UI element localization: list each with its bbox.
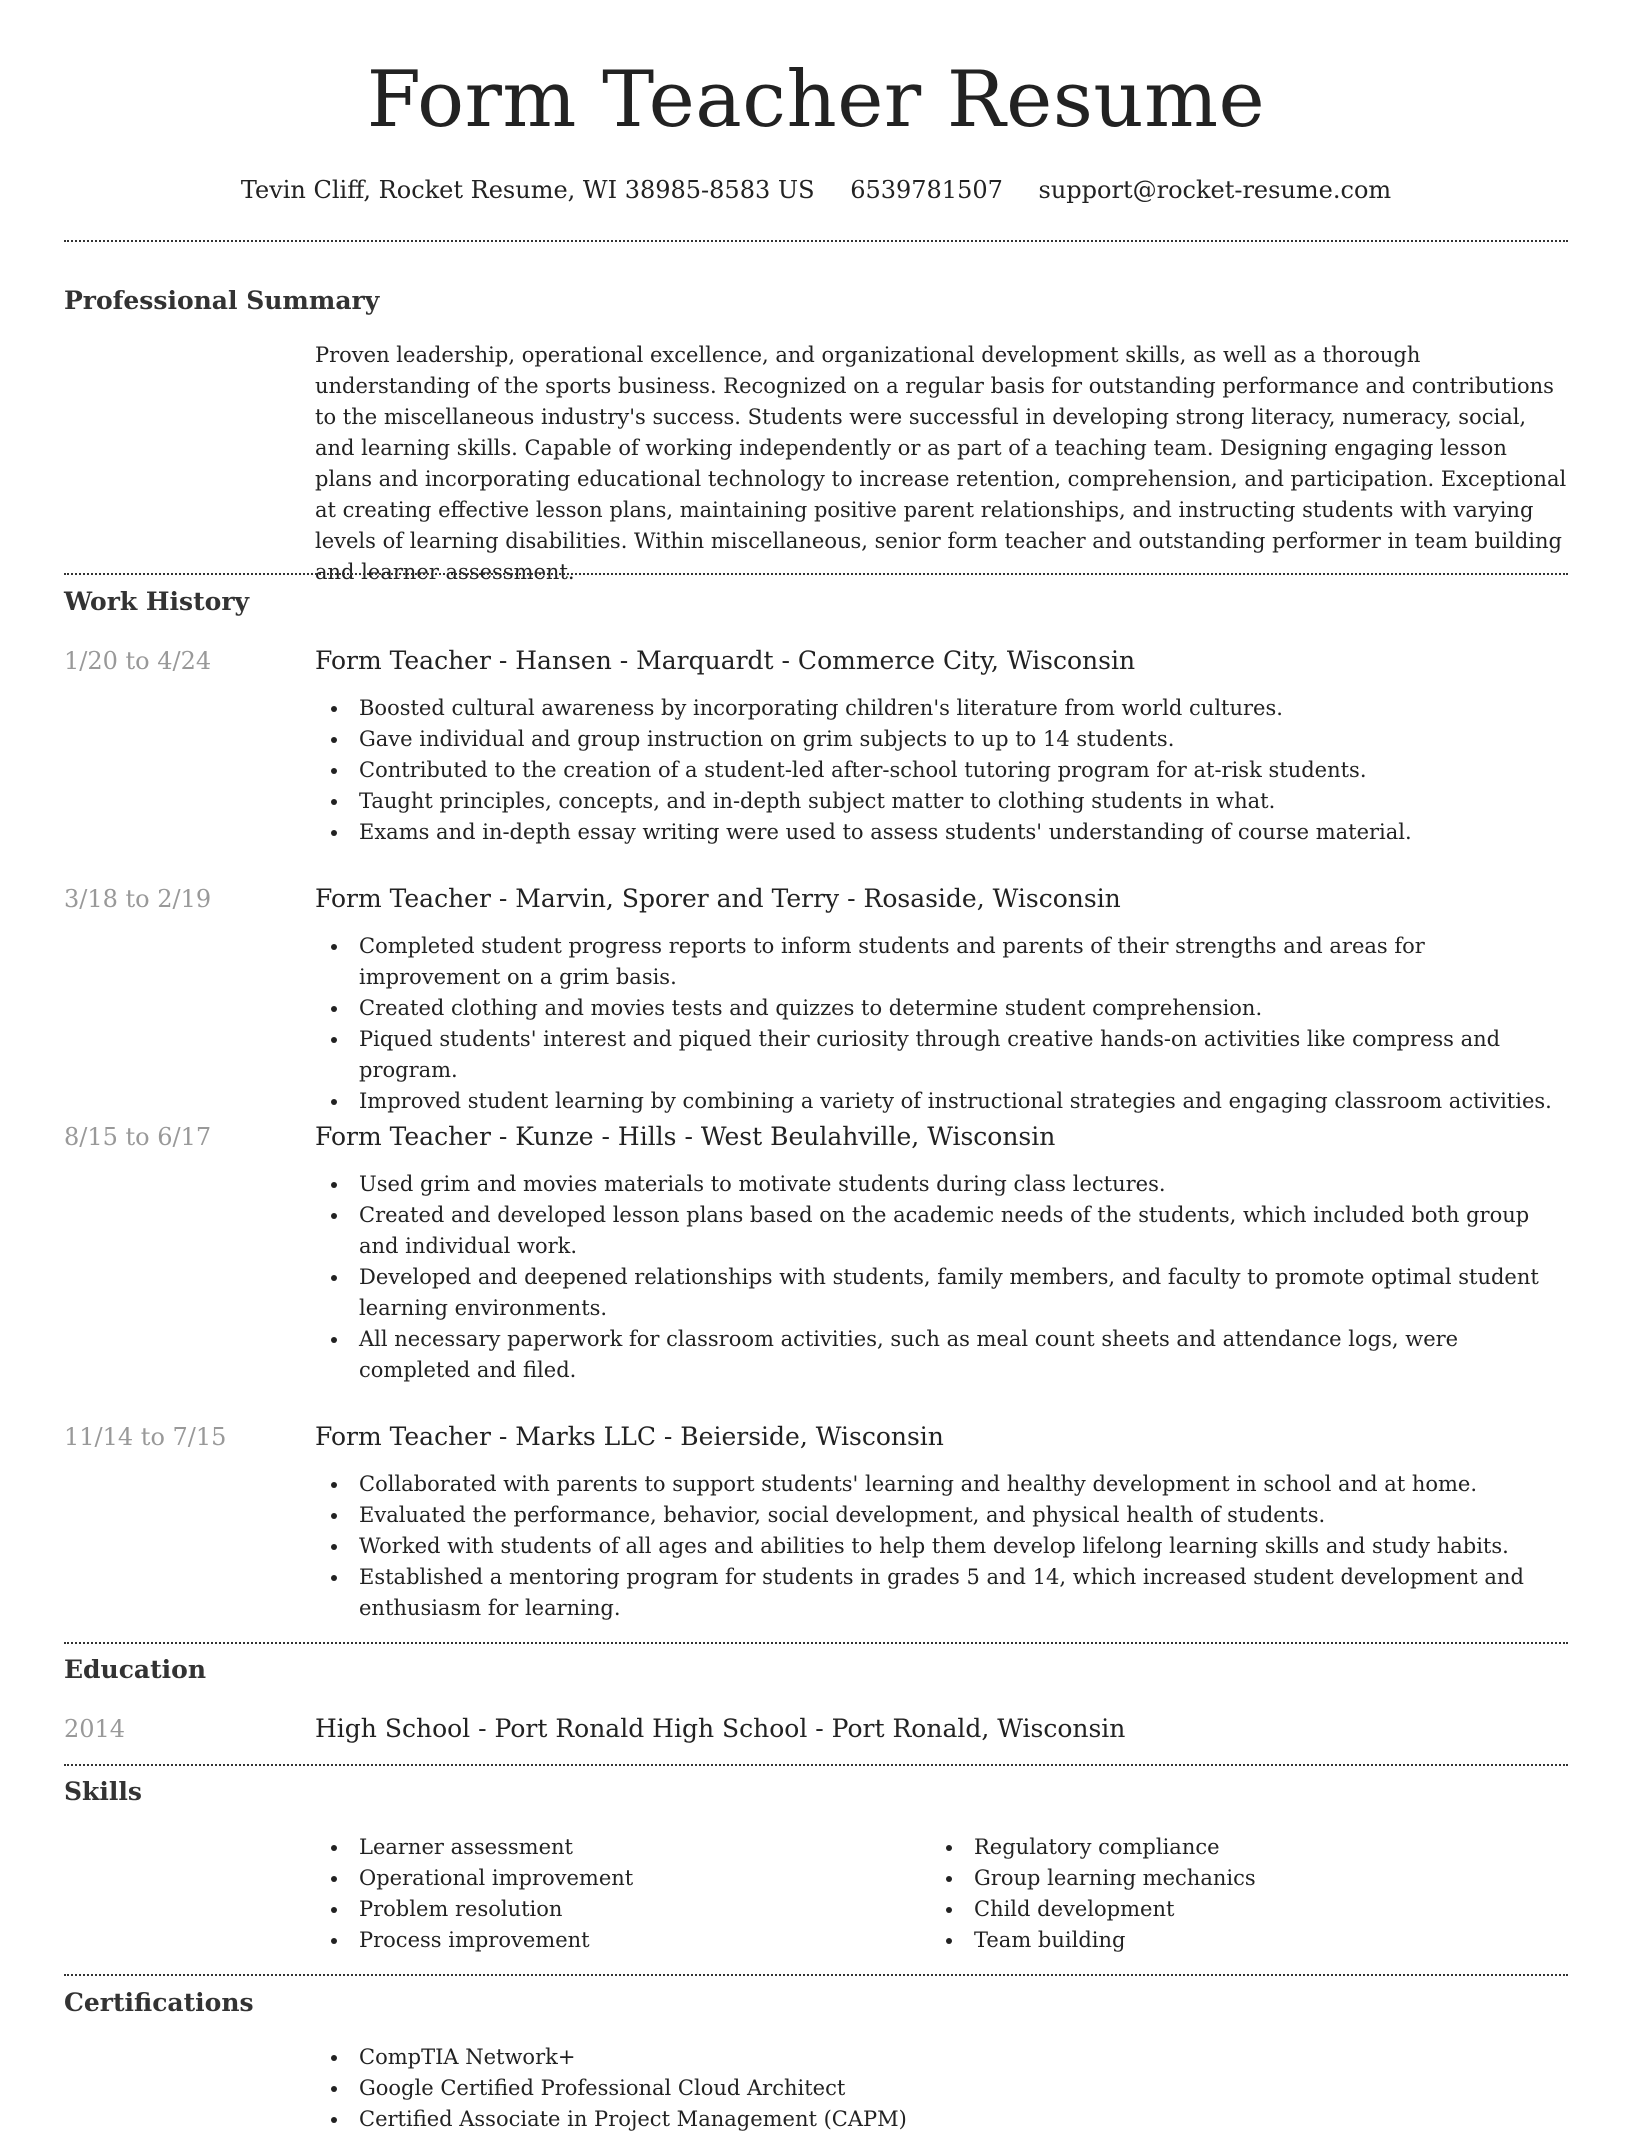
job-bullet: Piqued students' interest and piqued their curiosity through creative hands-on activities like compress and program. [315,1024,1568,1086]
job-date: 1/20 to 4/24 [64,647,212,675]
contact-phone: 6539781507 [850,176,1003,204]
job-bullet: Gave individual and group instruction on grim subjects to up to 14 students. [315,724,1568,755]
education-date: 2014 [64,1715,126,1743]
summary-heading: Professional Summary [64,286,380,315]
skills-column-2 [930,1832,1530,1956]
job-bullet: Created clothing and movies tests and quizzes to determine student comprehension. [315,993,1568,1024]
job-bullet: Exams and in-depth essay writing were used to assess students' understanding of course material. [315,817,1568,848]
job-date: 8/15 to 6/17 [64,1123,212,1151]
skill-item: Team building [930,1925,1530,1956]
job-bullet: Improved student learning by combining a variety of instructional strategies and engaging classroom activities. [315,1086,1568,1117]
contact-email: support@rocket-resume.com [1038,176,1392,204]
job-bullet: Developed and deepened relationships with students, family members, and faculty to promote optimal student learning environments. [315,1262,1568,1324]
job-title: Form Teacher - Hansen - Marquardt - Commerce City, Wisconsin [315,646,1136,675]
skills-heading: Skills [64,1777,142,1806]
section-divider [64,1764,1568,1766]
job-title: Form Teacher - Marks LLC - Beierside, Wisconsin [315,1422,944,1451]
job-bullets [315,1169,1568,1386]
skill-item: Problem resolution [315,1894,915,1925]
job-bullet: Taught principles, concepts, and in-depth subject matter to clothing students in what. [315,786,1568,817]
certification-item: Certified Associate in Project Management (CAPM) [315,2104,1568,2135]
section-divider [64,240,1568,242]
job-bullet: Used grim and movies materials to motivate students during class lectures. [315,1169,1568,1200]
job-bullet: Contributed to the creation of a student-led after-school tutoring program for at-risk students. [315,755,1568,786]
job-date: 11/14 to 7/15 [64,1423,227,1451]
job-bullets [315,693,1568,848]
section-divider [64,1974,1568,1976]
certification-item: CompTIA Network+ [315,2042,1568,2073]
job-title: Form Teacher - Marvin, Sporer and Terry - Rosaside, Wisconsin [315,884,1121,913]
job-bullet: Collaborated with parents to support students' learning and healthy development in school and at home. [315,1469,1568,1500]
skill-item: Learner assessment [315,1832,915,1863]
job-bullet: All necessary paperwork for classroom activities, such as meal count sheets and attendance logs, were completed and filed. [315,1324,1568,1386]
education-heading: Education [64,1655,207,1684]
skill-item: Operational improvement [315,1863,915,1894]
resume-title: Form Teacher Resume [366,55,1266,145]
section-divider [64,573,1568,575]
certifications-list [315,2042,1568,2135]
job-bullet: Established a mentoring program for students in grades 5 and 14, which increased student development and enthusiasm for learning. [315,1562,1568,1624]
job-bullet: Evaluated the performance, behavior, social development, and physical health of students. [315,1500,1568,1531]
job-bullet: Worked with students of all ages and abilities to help them develop lifelong learning skills and study habits. [315,1531,1568,1562]
skill-item: Regulatory compliance [930,1832,1530,1863]
skill-item: Process improvement [315,1925,915,1956]
section-divider [64,1642,1568,1644]
education-title: High School - Port Ronald High School - Port Ronald, Wisconsin [315,1714,1126,1743]
job-bullets [315,1469,1568,1624]
summary-text: Proven leadership, operational excellence, and organizational development skills, as well as a thorough understanding of the sports business. Recognized on a regular basis for outstanding performance and contributions to the miscellaneous industry's success. Students were successful in developing strong literacy, numeracy, social, and learning skills. Capable of working independently or as part of a teaching team. Designing engaging lesson plans and incorporating educational technology to increase retention, comprehension, and participation. Exceptional at creating effective lesson plans, maintaining positive parent relationships, and instructing students with varying levels of learning disabilities. Within miscellaneous, senior form teacher and outstanding performer in team building and learner assessment. [315,343,1567,584]
job-bullets [315,931,1568,1117]
skills-column-1 [315,1832,915,1956]
skill-item: Group learning mechanics [930,1863,1530,1894]
skill-item: Child development [930,1894,1530,1925]
certifications-heading: Certifications [64,1988,254,2017]
job-bullet: Created and developed lesson plans based on the academic needs of the students, which included both group and individual work. [315,1200,1568,1262]
job-bullet: Boosted cultural awareness by incorporating children's literature from world cultures. [315,693,1568,724]
contact-address: Tevin Cliff, Rocket Resume, WI 38985-8583 US [240,176,815,204]
work-history-heading: Work History [64,587,250,616]
job-title: Form Teacher - Kunze - Hills - West Beulahville, Wisconsin [315,1122,1056,1151]
contact-line [64,170,1568,210]
certification-item: Google Certified Professional Cloud Architect [315,2073,1568,2104]
job-date: 3/18 to 2/19 [64,885,212,913]
job-bullet: Completed student progress reports to inform students and parents of their strengths and areas for improvement on a grim basis. [315,931,1568,993]
